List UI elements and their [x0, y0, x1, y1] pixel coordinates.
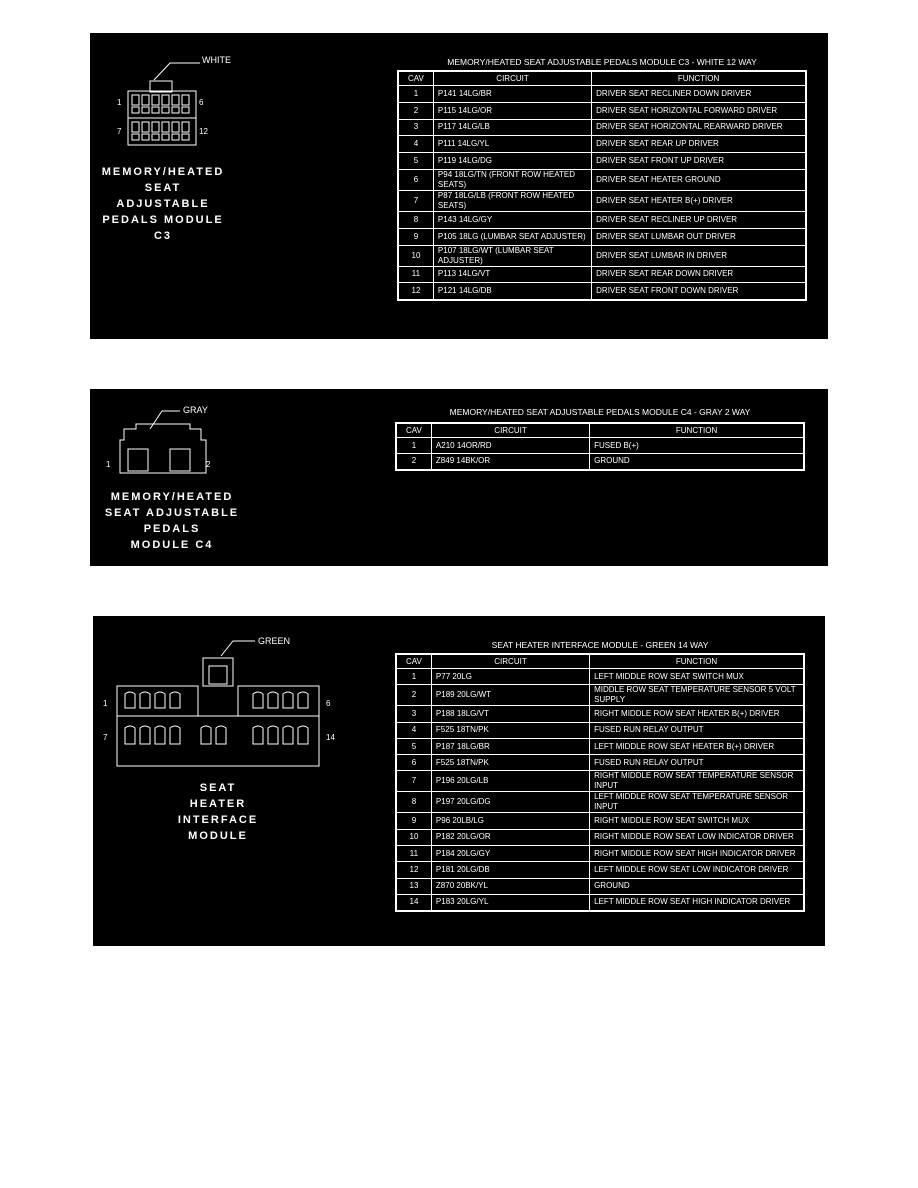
circuit-cell: P96 20LB/LG	[431, 813, 589, 829]
cav-cell: 5	[398, 153, 433, 170]
table-row	[396, 454, 804, 470]
connector-diagram-seat-heater	[93, 616, 393, 776]
table-row	[398, 136, 806, 153]
pin-number: 1	[106, 460, 111, 469]
circuit-cell: P119 14LG/DG	[433, 153, 591, 170]
pinout-table	[395, 653, 805, 912]
pin-number: 7	[117, 127, 122, 136]
circuit-cell: P197 20LG/DG	[431, 792, 589, 813]
module-title: SEAT HEATER INTERFACE MODULE	[177, 782, 259, 842]
table-row	[396, 771, 804, 792]
circuit-cell: P117 14LG/LB	[433, 119, 591, 136]
pin-number: 7	[103, 733, 108, 742]
table-row	[396, 706, 804, 722]
cav-cell: 8	[398, 211, 433, 228]
cav-cell: 14	[396, 894, 431, 910]
function-cell: DRIVER SEAT REAR DOWN DRIVER	[592, 266, 806, 283]
cav-cell: 3	[398, 119, 433, 136]
circuit-cell: P115 14LG/OR	[433, 102, 591, 119]
function-cell: DRIVER SEAT FRONT DOWN DRIVER	[592, 283, 806, 300]
function-cell: DRIVER SEAT HEATER GROUND	[592, 169, 806, 190]
module-title: MEMORY/HEATED SEAT ADJUSTABLE PEDALS MODULE C3	[101, 166, 225, 242]
cav-cell: 4	[398, 136, 433, 153]
circuit-cell: P113 14LG/VT	[433, 266, 591, 283]
table-row	[398, 153, 806, 170]
column-header: CAV	[396, 423, 431, 438]
function-cell: LEFT MIDDLE ROW SEAT TEMPERATURE SENSOR INPUT	[590, 792, 804, 813]
function-cell: DRIVER SEAT HEATER B(+) DRIVER	[592, 190, 806, 211]
circuit-cell: P111 14LG/YL	[433, 136, 591, 153]
circuit-cell: P87 18LG/LB (FRONT ROW HEATED SEATS)	[433, 190, 591, 211]
cav-cell: 6	[398, 169, 433, 190]
circuit-cell: P121 14LG/DB	[433, 283, 591, 300]
function-cell: DRIVER SEAT HORIZONTAL FORWARD DRIVER	[592, 102, 806, 119]
function-cell: LEFT MIDDLE ROW SEAT HEATER B(+) DRIVER	[590, 738, 804, 754]
function-cell: DRIVER SEAT RECLINER DOWN DRIVER	[592, 86, 806, 103]
circuit-cell: P196 20LG/LB	[431, 771, 589, 792]
cav-cell: 1	[396, 438, 431, 454]
pin-number: 12	[199, 127, 208, 136]
table-row	[398, 228, 806, 245]
function-cell: DRIVER SEAT HORIZONTAL REARWARD DRIVER	[592, 119, 806, 136]
table-row	[396, 792, 804, 813]
circuit-cell: P182 20LG/OR	[431, 829, 589, 845]
table-row	[396, 878, 804, 894]
table-row	[398, 102, 806, 119]
table-row	[396, 862, 804, 878]
table-header-row	[396, 654, 804, 669]
connector-panel-c4	[90, 389, 828, 566]
color-tag: GRAY	[183, 405, 208, 415]
cav-cell: 2	[398, 102, 433, 119]
function-cell: LEFT MIDDLE ROW SEAT HIGH INDICATOR DRIVER	[590, 894, 804, 910]
column-header: CIRCUIT	[431, 423, 589, 438]
function-cell: DRIVER SEAT LUMBAR IN DRIVER	[592, 245, 806, 266]
circuit-cell: P188 18LG/VT	[431, 706, 589, 722]
cav-cell: 4	[396, 722, 431, 738]
function-cell: FUSED RUN RELAY OUTPUT	[590, 722, 804, 738]
circuit-cell: P143 14LG/GY	[433, 211, 591, 228]
circuit-cell: Z849 14BK/OR	[431, 454, 589, 470]
table-title: MEMORY/HEATED SEAT ADJUSTABLE PEDALS MODULE C3 - WHITE 12 WAY	[447, 57, 757, 67]
circuit-cell: F525 18TN/PK	[431, 755, 589, 771]
circuit-cell: F525 18TN/PK	[431, 722, 589, 738]
color-tag: WHITE	[202, 55, 231, 65]
cav-cell: 12	[398, 283, 433, 300]
circuit-cell: P77 20LG	[431, 669, 589, 685]
table-row	[396, 685, 804, 706]
connector-panel-seat-heater	[93, 616, 825, 946]
table-row	[396, 894, 804, 910]
function-cell: GROUND	[590, 454, 804, 470]
table-row	[398, 266, 806, 283]
function-cell: RIGHT MIDDLE ROW SEAT LOW INDICATOR DRIVER	[590, 829, 804, 845]
pin-number: 6	[199, 98, 204, 107]
column-header: CAV	[398, 71, 433, 86]
cav-cell: 5	[396, 738, 431, 754]
function-cell: DRIVER SEAT REAR UP DRIVER	[592, 136, 806, 153]
connector-panel-c3	[90, 33, 828, 339]
table-row	[396, 722, 804, 738]
function-cell: FUSED B(+)	[590, 438, 804, 454]
pin-number: 1	[117, 98, 122, 107]
pin-number: 14	[326, 733, 335, 742]
table-row	[398, 211, 806, 228]
function-cell: DRIVER SEAT RECLINER UP DRIVER	[592, 211, 806, 228]
cav-cell: 11	[396, 846, 431, 862]
pin-number: 2	[206, 460, 211, 469]
table-header-row	[398, 71, 806, 86]
function-cell: FUSED RUN RELAY OUTPUT	[590, 755, 804, 771]
cav-cell: 7	[398, 190, 433, 211]
circuit-cell: P141 14LG/BR	[433, 86, 591, 103]
color-tag: GREEN	[258, 636, 291, 646]
circuit-cell: P107 18LG/WT (LUMBAR SEAT ADJUSTER)	[433, 245, 591, 266]
circuit-cell: P184 20LG/GY	[431, 846, 589, 862]
circuit-cell: P94 18LG/TN (FRONT ROW HEATED SEATS)	[433, 169, 591, 190]
table-row	[398, 86, 806, 103]
module-title: MEMORY/HEATED SEAT ADJUSTABLE PEDALS MODULE C4	[104, 491, 240, 551]
table-header-row	[396, 423, 804, 438]
table-row	[398, 190, 806, 211]
function-cell: GROUND	[590, 878, 804, 894]
cav-cell: 9	[398, 228, 433, 245]
table-title: MEMORY/HEATED SEAT ADJUSTABLE PEDALS MODULE C4 - GRAY 2 WAY	[449, 407, 751, 417]
table-row	[396, 438, 804, 454]
cav-cell: 9	[396, 813, 431, 829]
column-header: CIRCUIT	[433, 71, 591, 86]
cav-cell: 13	[396, 878, 431, 894]
function-cell: RIGHT MIDDLE ROW SEAT HEATER B(+) DRIVER	[590, 706, 804, 722]
cav-cell: 6	[396, 755, 431, 771]
cav-cell: 12	[396, 862, 431, 878]
pin-number: 6	[326, 699, 331, 708]
function-cell: DRIVER SEAT FRONT UP DRIVER	[592, 153, 806, 170]
cav-cell: 7	[396, 771, 431, 792]
function-cell: DRIVER SEAT LUMBAR OUT DRIVER	[592, 228, 806, 245]
table-row	[396, 738, 804, 754]
table-row	[398, 119, 806, 136]
cav-cell: 3	[396, 706, 431, 722]
circuit-cell: A210 14OR/RD	[431, 438, 589, 454]
cav-cell: 2	[396, 454, 431, 470]
cav-cell: 10	[396, 829, 431, 845]
connector-diagram-c3	[90, 33, 390, 163]
circuit-cell: P181 20LG/DB	[431, 862, 589, 878]
table-row	[396, 829, 804, 845]
table-row	[396, 813, 804, 829]
function-cell: LEFT MIDDLE ROW SEAT SWITCH MUX	[590, 669, 804, 685]
cav-cell: 10	[398, 245, 433, 266]
pinout-table	[397, 70, 807, 301]
column-header: FUNCTION	[592, 71, 806, 86]
table-row	[396, 846, 804, 862]
cav-cell: 1	[396, 669, 431, 685]
circuit-cell: P189 20LG/WT	[431, 685, 589, 706]
function-cell: RIGHT MIDDLE ROW SEAT TEMPERATURE SENSOR INPUT	[590, 771, 804, 792]
column-header: CAV	[396, 654, 431, 669]
circuit-cell: P105 18LG (LUMBAR SEAT ADJUSTER)	[433, 228, 591, 245]
circuit-cell: Z870 20BK/YL	[431, 878, 589, 894]
table-row	[398, 169, 806, 190]
column-header: FUNCTION	[590, 654, 804, 669]
cav-cell: 1	[398, 86, 433, 103]
connector-diagram-c4	[90, 389, 390, 489]
cav-cell: 2	[396, 685, 431, 706]
table-row	[396, 755, 804, 771]
function-cell: MIDDLE ROW SEAT TEMPERATURE SENSOR 5 VOLT SUPPLY	[590, 685, 804, 706]
table-title: SEAT HEATER INTERFACE MODULE - GREEN 14 WAY	[491, 640, 709, 650]
function-cell: RIGHT MIDDLE ROW SEAT SWITCH MUX	[590, 813, 804, 829]
table-row	[398, 283, 806, 300]
pin-number: 1	[103, 699, 108, 708]
circuit-cell: P183 20LG/YL	[431, 894, 589, 910]
column-header: CIRCUIT	[431, 654, 589, 669]
cav-cell: 11	[398, 266, 433, 283]
table-row	[396, 669, 804, 685]
table-row	[398, 245, 806, 266]
circuit-cell: P187 18LG/BR	[431, 738, 589, 754]
pinout-table	[395, 422, 805, 471]
function-cell: LEFT MIDDLE ROW SEAT LOW INDICATOR DRIVER	[590, 862, 804, 878]
column-header: FUNCTION	[590, 423, 804, 438]
cav-cell: 8	[396, 792, 431, 813]
function-cell: RIGHT MIDDLE ROW SEAT HIGH INDICATOR DRIVER	[590, 846, 804, 862]
